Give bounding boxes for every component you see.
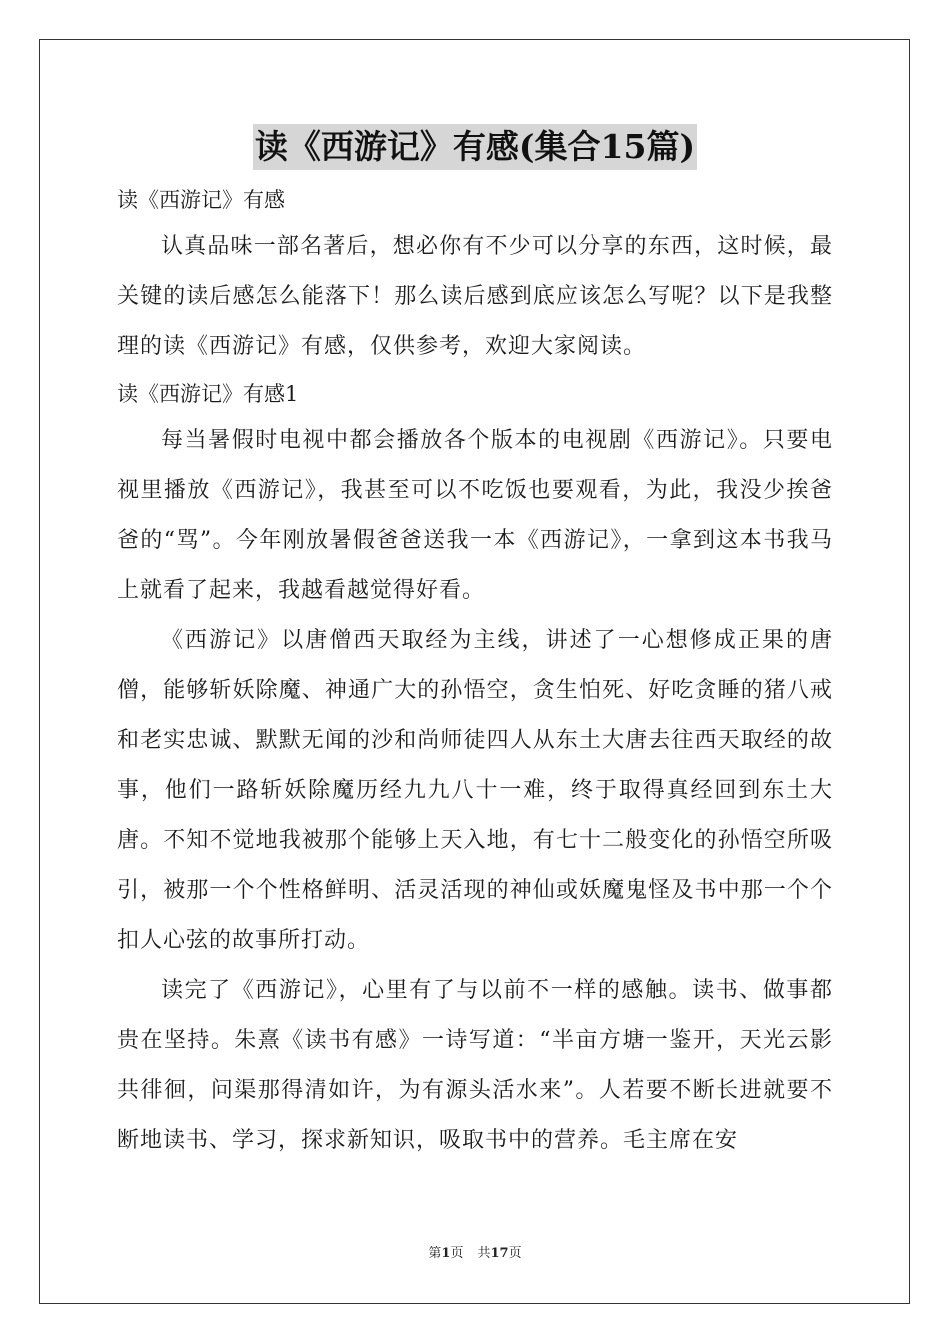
- page-total-prefix: 共: [477, 1246, 491, 1261]
- page-total: 17: [490, 1246, 509, 1261]
- page-number-unit: 页: [450, 1246, 464, 1261]
- section1-paragraph-1: 每当暑假时电视中都会播放各个版本的电视剧《西游记》。只要电视里播放《西游记》，我甚至可以不吃饭也要观看，为此，我没少挨爸爸的“骂”。今年刚放暑假爸爸送我一本《西游记》，一拿到这本书我马上就看了起来，我越看越觉得好看。: [117, 428, 833, 603]
- page-total-unit: 页: [508, 1246, 522, 1261]
- page-number-current: 1: [441, 1246, 451, 1261]
- page-footer: [0, 1245, 950, 1263]
- intro-heading: 读《西游记》有感: [117, 188, 285, 212]
- section-heading-1: 读《西游记》有感1: [117, 382, 299, 406]
- section1-paragraph-2: 《西游记》以唐僧西天取经为主线，讲述了一心想修成正果的唐僧，能够斩妖除魔、神通广大的孙悟空，贪生怕死、好吃贪睡的猪八戒和老实忠诚、默默无闻的沙和尚师徒四人从东土大唐去往西天取经的故事，他们一路斩妖除魔历经九九八十一难，终于取得真经回到东土大唐。不知不觉地我被那个能够上天入地，有七十二般变化的孙悟空所吸引，被那一个个性格鲜明、活灵活现的神仙或妖魔鬼怪及书中那一个个扣人心弦的故事所打动。: [117, 628, 833, 953]
- document-title: 读《西游记》有感(集合15篇): [253, 124, 697, 170]
- intro-paragraph: 认真品味一部名著后，想必你有不少可以分享的东西，这时候，最关键的读后感怎么能落下！那么读后感到底应该怎么写呢？以下是我整理的读《西游记》有感，仅供参考，欢迎大家阅读。: [117, 234, 833, 359]
- page-number-prefix: 第: [428, 1246, 442, 1261]
- section1-paragraph-3: 读完了《西游记》，心里有了与以前不一样的感触。读书、做事都贵在坚持。朱熹《读书有感》一诗写道：“半亩方塘一鉴开，天光云影共徘徊，问渠那得清如许，为有源头活水来”。人若要不断长进就要不断地读书、学习，探求新知识，吸取书中的营养。毛主席在安: [117, 978, 833, 1153]
- document-body: [117, 178, 833, 1166]
- title-area: [0, 124, 950, 170]
